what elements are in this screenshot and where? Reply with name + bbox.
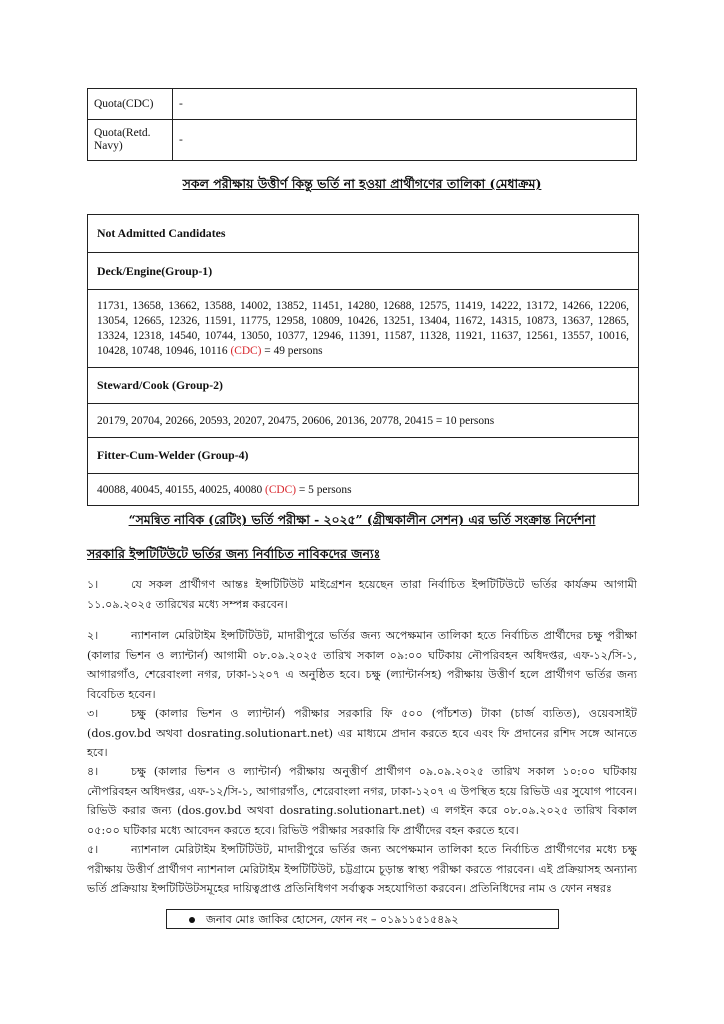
instruction-paragraph (87, 626, 637, 704)
paragraph-text: ন্যাশনাল মেরিটাইম ইন্সটিটিউট, মাদারীপুরে ভর্তির জন্য অপেক্ষমান তালিকা হতে নির্বাচিত প্রার্থীগণের মধ্যে চক্ষু পরীক্ষায় উত্তীর্ণ প্রার্থীগণ ন্যাশনাল মেরিটাইম ইন্সটিটিউট, চট্টগ্রামে চূড়ান্ত স্বাস্থ্য পরীক্ষা করতে পারবেন। এই প্রক্রিয়াসহ অন্যান্য ভর্তি প্রক্রিয়ায় ইন্সটিটিউটসমূহের দায়িত্বপ্রাপ্ত প্রতিনিধিগণ সর্বাত্বক সহযোগিতা করবেন। প্রতিনিধিদের নাম ও ফোন নম্বরঃ (87, 843, 637, 895)
table-title: Not Admitted Candidates (97, 226, 226, 240)
section-heading: সরকারি ইন্সটিটিউটে ভর্তির জন্য নির্বাচিত নাবিকদের জন্যঃ (87, 546, 381, 561)
quota-value: - (173, 120, 637, 161)
not-admitted-table (87, 214, 639, 506)
instruction-paragraph (87, 840, 637, 899)
not-admitted-heading: সকল পরীক্ষায় উত্তীর্ণ কিন্তু ভর্তি না হওয়া প্রার্থীগণের তালিকা (মেধাক্রম) (182, 176, 542, 191)
group-candidates (88, 289, 638, 367)
quota-row (88, 89, 637, 120)
quota-table (87, 88, 637, 161)
group-heading: Fitter-Cum-Welder (Group-4) (88, 437, 638, 473)
instruction-paragraph (87, 575, 637, 614)
quota-row (88, 120, 637, 161)
group-candidates (88, 473, 638, 505)
paragraph-text: ন্যাশনাল মেরিটাইম ইন্সটিটিউট, মাদারীপুরে ভর্তির জন্য অপেক্ষমান তালিকা হতে নির্বাচিত প্রার্থীদের চক্ষু পরীক্ষা (কালার ভিশন ও ল্যান্টার্ন) আগামী ০৮.০৯.২০২৫ তারিখ সকাল ০৯:০০ ঘটিকায় নৌপরিবহন অধিদপ্তর, এফ-১২/সি-১, আগারগাঁও, শেরেবাংলা নগর, ঢাকা-১২০৭ এ অনুষ্ঠিত হবে। চক্ষু (ল্যান্টার্নসহ) পরীক্ষায় উত্তীর্ণ হলে প্রার্থীগণ ভর্তির জন্য বিবেচিত হবেন। (87, 629, 637, 701)
group-heading: Steward/Cook (Group-2) (88, 367, 638, 403)
candidate-numbers: 40088, 40045, 40155, 40025, 40080 (97, 483, 263, 496)
paragraph-number: ৪। (87, 765, 99, 778)
bullet-icon (189, 917, 195, 923)
quota-label: Quota(CDC) (88, 89, 173, 120)
persons-total: = 49 persons (261, 344, 323, 357)
paragraph-number: ১। (87, 578, 99, 591)
persons-total: = 10 persons (433, 414, 495, 427)
candidate-numbers: 11731, 13658, 13662, 13588, 14002, 13852, 11451, 14280, 12688, 12575, 11419, 14222, 13172, 14266, 12206, 13054, 12665, 12326, 11591, 11775, 12958, 10809, 10426, 13251, 13404, 11672, 14315, 10873, 13637, 12865, 13324, 12318, 14540, 10744, 13050, 10377, 12946, 11391, 11587, 11328, 11921, 11637, 12561, 13557, 10016, 10428, 10748, 10946, 10116 (97, 299, 629, 357)
representative-contact (166, 909, 559, 929)
paragraph-number: ২। (87, 629, 99, 642)
candidate-numbers: 20179, 20704, 20266, 20593, 20207, 20475, 20606, 20136, 20778, 20415 (97, 414, 434, 427)
cdc-tag: (CDC) (265, 483, 297, 496)
quota-value: - (173, 89, 637, 120)
group-candidates (88, 403, 638, 437)
admission-heading: “সমন্বিত নাবিক (রেটিং) ভর্তি পরীক্ষা - ২০২৫” (গ্রীষ্মকালীন সেশন) এর ভর্তি সংক্রান্ত নির্দেশনা (128, 512, 596, 527)
group-heading: Deck/Engine(Group-1) (88, 252, 638, 289)
contact-text: জনাব মোঃ জাকির হোসেন, ফোন নং – ০১৯১১৫১৫৪৯২ (206, 913, 459, 926)
paragraph-number: ৫। (87, 843, 99, 856)
paragraph-number: ৩। (87, 707, 99, 720)
paragraph-text: চক্ষু (কালার ভিশন ও ল্যান্টার্ন) পরীক্ষায় অনুত্তীর্ণ প্রার্থীগণ ০৯.০৯.২০২৫ তারিখ সকাল ১০:০০ ঘটিকায় নৌপরিবহন অধিদপ্তর, এফ-১২/সি-১, আগারগাঁও, শেরেবাংলা নগর, ঢাকা-১২০৭ এ উপস্থিত হয়ে রিভিউ এর সুযোগ পাবেন। রিভিউ করার জন্য (dos.gov.bd অথবা dosrating.solutionart.net) এ লগইন করে ০৮.০৯.২০২৫ তারিখ বিকাল ০৫:০০ ঘটিকার মধ্যে আবেদন করতে হবে। রিভিউ পরীক্ষার সরকারি ফি প্রার্থীদের বহন করতে হবে। (87, 765, 637, 837)
cdc-tag: (CDC) (230, 344, 262, 357)
quota-label: Quota(Retd. Navy) (88, 120, 173, 161)
instruction-paragraph (87, 704, 637, 763)
paragraph-text: চক্ষু (কালার ভিশন ও ল্যান্টার্ন) পরীক্ষার সরকারি ফি ৫০০ (পাঁচশত) টাকা (চার্জ ব্যতিত), ওয়েবসাইট (dos.gov.bd অথবা dosrating.solutionart.net) এর মাধ্যমে প্রদান করতে হবে এবং ফি প্রদানের রশিদ সঙ্গে আনতে হবে। (87, 707, 637, 759)
paragraph-text: যে সকল প্রার্থীগণ আন্তঃ ইন্সটিটিউট মাইগ্রেশন হয়েছেন তারা নির্বাচিত ইন্সটিটিউটে ভর্তির কার্যক্রম আগামী ১১.০৯.২০২৫ তারিখের মধ্যে সম্পন্ন করবেন। (87, 578, 637, 611)
instruction-paragraph (87, 762, 637, 840)
persons-total: = 5 persons (296, 483, 352, 496)
